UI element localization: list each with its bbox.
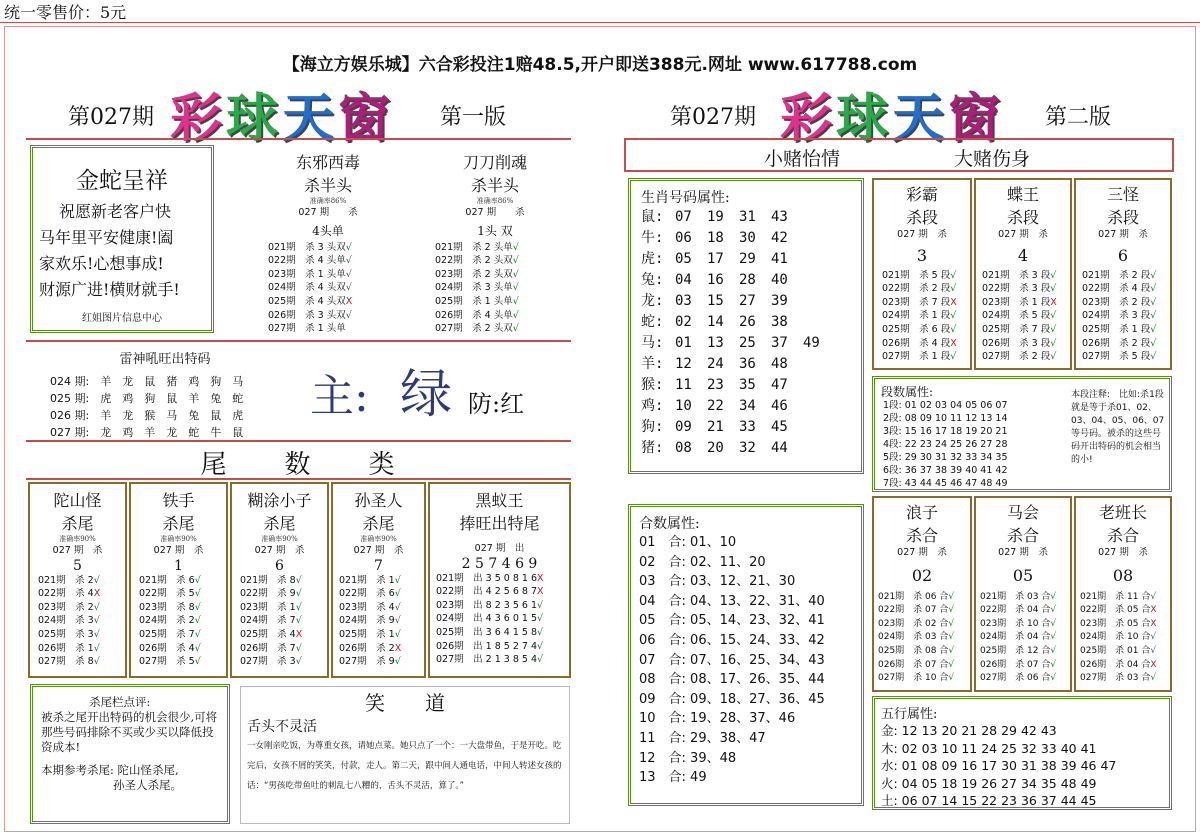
duan-box: 段数属性: 1段: 01 02 03 04 05 06 07 2段: 08 09 10 11 12 13 14 3段: 15 16 17 18 19 20 21 4段: 22 23 24 25 26 27 28 5段: 29 30 31 32 33 34 35 6段: 36 37 38 39 40 41 42 7段: 43 44 45 46 47 48 49 本段注释: 比如:杀1段就是等于杀01、02、03、04、05、06、07 等号码。被杀的这些号码开出特码的机会相当的小! xyxy=(872,376,1172,492)
seg-panel-1: 彩霸 杀段 027 期 杀 3 021期 杀 5 段√ 022期 杀 2 段√ 023期 杀 7 段X 024期 杀 1 段√ 025期 杀 6 段√ 026期 杀 4 段X 027期 杀 1 段√ xyxy=(872,178,972,370)
zodiac-row: 狗: 09 21 33 45 xyxy=(641,419,788,435)
greet-title: 金蛇呈祥 xyxy=(76,168,168,194)
defend-color: 防:红 xyxy=(468,390,525,418)
zodiac-row: 兔: 04 16 28 40 xyxy=(641,272,788,288)
zodiac-box: 生肖号码属性: 鼠: 07 19 31 43 牛: 06 18 30 42 虎: 05 17 29 41 兔: 04 16 28 40 龙: 03 15 27 39 蛇: 02 14 26 38 马: 01 13 25 37 49 羊: 12 24 36 48 猴: 11 23 35 47 鸡: 10 22 34 46 狗: 09 21 33 45 猪: 08 20 32 44 xyxy=(628,178,864,474)
joke-box: 笑 道 舌头不灵活 一女刚亲吃饭，为尊重女孩，请她点菜。她只点了一个：一大盘带鱼，于是开吃。吃完后，女孩不屑的笑笑，付款，走人。第二天，跟中间人通电话，中间人转述女孩的话：“男孩吃带鱼吐的刺乱七八糟的，舌头不灵活，算了。” xyxy=(240,686,570,824)
issue-left: 第027期 xyxy=(68,105,154,130)
heshu-box: 合数属性: 01 合: 01、10 02 合: 02、11、20 03 合: 03、12、21、30 04 合: 04、13、22、31、40 05 合: 05、14、23、32、41 06 合: 06、15、24、33、42 07 合: 07、16、25、34、43 08 合: 08、17、26、35、44 09 合: 09、18、27、36、45 10 合: 19、28、37、46 11 合: 29、38、47 12 合: 39、48 13 合: 49 xyxy=(628,504,864,806)
greet-box xyxy=(30,145,214,333)
east-evil-panel: 东邪西毒 杀半头 准确率86% 027 期 杀 4头单 021期 杀 3 头双√ 022期 杀 4 头单√ 023期 杀 1 头单√ 024期 杀 4 头双√ 025期 杀 4 头双X 026期 杀 3 头双√ 027期 杀 1 头单 xyxy=(248,150,408,336)
zodiac-row: 猪: 08 20 32 44 xyxy=(641,440,788,456)
he-panel-1: 浪子 杀合 027 期 杀 02 021期 杀 06 合√ 022期 杀 07 合√ 023期 杀 02 合√ 024期 杀 03 合√ 025期 杀 08 合√ 026期 杀 07 合√ 027期 杀 10 合√ xyxy=(872,496,972,692)
zodiac-row: 猴: 11 23 35 47 xyxy=(641,377,788,393)
logo-left: 彩球天窗 xyxy=(170,88,395,149)
greet-source: 红姐图片信息中心 xyxy=(82,313,162,324)
zodiac-row: 鼠: 07 19 31 43 xyxy=(641,209,788,225)
rule xyxy=(26,340,571,342)
east-evil-rows: 021期 杀 3 头双√ 022期 杀 4 头单√ 023期 杀 1 头单√ 024期 杀 4 头双√ 025期 杀 4 头双X 026期 杀 3 头双√ 027期 杀 1 头单 xyxy=(268,241,353,335)
tail-panel-2: 铁手 杀尾 准确率90% 027 期 杀 1 021期 杀 6√ 022期 杀 5√ 023期 杀 8√ 024期 杀 2√ 025期 杀 7√ 026期 杀 4√ 027期 杀 5√ xyxy=(129,482,228,678)
seg-panel-3: 三怪 杀段 027 期 杀 6 021期 杀 2 段√ 022期 杀 4 段√ 023期 杀 2 段√ 024期 杀 3 段√ 025期 杀 1 段√ 026期 杀 2 段√ 027期 杀 5 段√ xyxy=(1074,178,1172,370)
tail-panel-5: 黑蚁王 捧旺出特尾 027 期 出 2 5 7 4 6 9 021期 出 3 5 0 8 1 6X 022期 出 4 2 5 6 8 7X 023期 出 8 2 3 5 6 1√ 024期 出 4 3 6 0 1 5√ 025期 出 3 6 4 1 5 8√ 026期 出 1 8 5 2 7 4√ 027期 出 2 1 3 8 5 4√ xyxy=(428,482,571,678)
issue-right: 第027期 xyxy=(670,105,756,130)
rule xyxy=(26,138,571,140)
main-color: 绿 xyxy=(400,365,453,425)
he-panel-3: 老班长 杀合 027 期 杀 08 021期 杀 11 合√ 022期 杀 05 合X 023期 杀 05 合X 024期 杀 10 合√ 025期 杀 01 合√ 026期 杀 04 合X 027期 杀 03 合√ xyxy=(1074,496,1172,692)
blade-soul-panel: 刀刀削魂 杀半头 准确率86% 027 期 杀 1头 双 021期 杀 2 头单√ 022期 杀 2 头双√ 023期 杀 2 头双√ 024期 杀 3 头单√ 025期 杀 1 头单√ 026期 杀 4 头单√ 027期 杀 2 头双√ xyxy=(435,153,527,335)
tail-panel-4: 孙圣人 杀尾 准确率90% 027 期 杀 7 021期 杀 1√ 022期 杀 6√ 023期 杀 4√ 024期 杀 9√ 025期 杀 1√ 026期 杀 2X 027期 杀 9√ xyxy=(331,482,426,678)
ad-banner[interactable]: 【海立方娱乐城】六合彩投注1赔48.5,开户即送388元.网址 www.617788.com xyxy=(282,55,918,75)
he-panel-2: 马会 杀合 027 期 杀 05 021期 杀 03 合√ 022期 杀 04 合√ 023期 杀 10 合√ 024期 杀 04 合√ 025期 杀 12 合√ 026期 杀 07 合√ 027期 杀 06 合√ xyxy=(974,496,1072,692)
zodiac-row: 牛: 06 18 30 42 xyxy=(641,230,788,246)
greet-lines: 祝愿新老客户快 马年里平安健康!阖 家欢乐!心想事成! 财源广进!横财就手! xyxy=(39,202,180,299)
zodiac-row: 鸡: 10 22 34 46 xyxy=(641,398,788,414)
zodiac-row: 龙: 03 15 27 39 xyxy=(641,293,788,309)
tail-panel-3: 糊涂小子 杀尾 准确率90% 027 期 杀 6 021期 杀 8√ 022期 杀 9√ 023期 杀 1√ 024期 杀 7√ 025期 杀 4X 026期 杀 7√ 027期 杀 3√ xyxy=(230,482,329,678)
rule xyxy=(26,440,571,442)
zodiac-row: 虎: 05 17 29 41 xyxy=(641,251,788,267)
zodiac-row: 马: 01 13 25 37 49 xyxy=(641,335,820,351)
top-rule xyxy=(0,22,1200,23)
motto-box: 小赌怡情 大赌伤身 xyxy=(624,138,1174,172)
edition-right: 第二版 xyxy=(1045,105,1112,130)
rule xyxy=(26,478,571,480)
tail-panel-1: 陀山怪 杀尾 准确率90% 027 期 杀 5 021期 杀 2√ 022期 杀 4X 023期 杀 2√ 024期 杀 3√ 025期 杀 3√ 026期 杀 1√ 027期 杀 8√ xyxy=(28,482,127,678)
tail-title: 尾 数 类 xyxy=(200,450,397,480)
wuxing-box: 五行属性: 金: 12 13 20 21 28 29 42 43 木: 02 03 10 11 24 25 32 33 40 41 水: 01 08 09 16 17 30 31 38 39 46 47 火: 04 05 18 19 26 27 34 35 48 49 土: 06 07 14 15 22 23 36 37 44 45 xyxy=(872,696,1172,810)
main-label: 主: xyxy=(310,371,369,422)
comment-box: 杀尾栏点评: 被杀之尾开出特码的机会很少,可将那些号码排除不买或少买以降低投资成本! 本期参考杀尾: 陀山怪杀尾, 孙圣人杀尾。 xyxy=(30,684,230,824)
logo-right: 彩球天窗 xyxy=(780,88,1005,149)
zodiac-row: 羊: 12 24 36 48 xyxy=(641,356,788,372)
seg-panel-2: 蝶王 杀段 027 期 杀 4 021期 杀 3 段√ 022期 杀 3 段√ 023期 杀 1 段X 024期 杀 5 段√ 025期 杀 7 段√ 026期 杀 3 段√ 027期 杀 2 段√ xyxy=(974,178,1072,370)
edition-left: 第一版 xyxy=(440,105,507,130)
price-label: 统一零售价：5元 xyxy=(4,3,127,22)
zodiac-row: 蛇: 02 14 26 38 xyxy=(641,314,788,330)
thunder-panel: 雷神吼旺出特码 024 期: 羊 龙 鼠 猪 鸡 狗 马 025 期: 虎 鸡 狗 鼠 羊 兔 蛇 026 期: 羊 龙 猴 马 兔 鼠 虎 027 期: 龙 鸡 羊 龙 蛇 牛 鼠 xyxy=(50,352,244,439)
